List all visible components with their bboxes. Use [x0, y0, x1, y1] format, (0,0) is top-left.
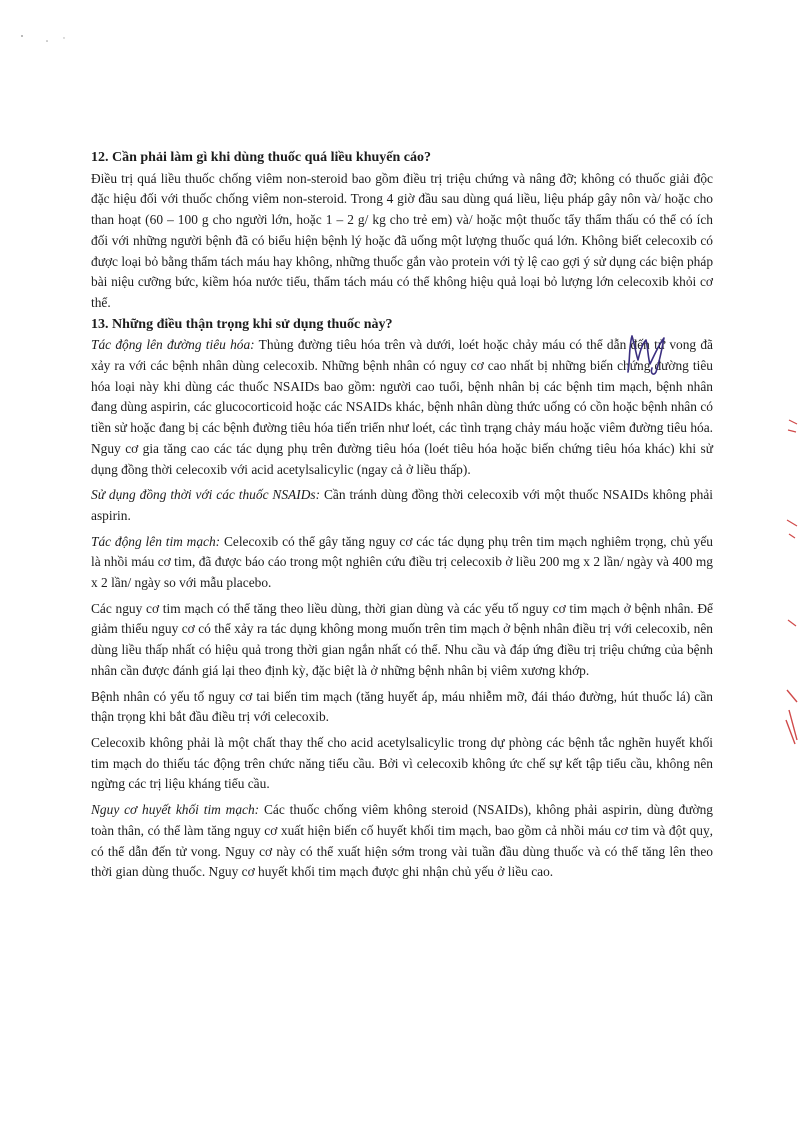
paragraph [91, 800, 713, 883]
paragraph-lead: Tác động lên đường tiêu hóa: [91, 337, 255, 353]
paragraph [91, 532, 713, 594]
paragraph [91, 733, 713, 795]
paragraph-text: Thủng đường tiêu hóa trên và dưới, loét hoặc chảy máu có thể dẫn đến tử vong đã xảy ra với các bệnh nhân dùng celecoxib. Những bệnh nhân có nguy cơ cao nhất bị những biến chứng đường tiêu hóa loại này khi dùng các thuốc NSAIDs bao gồm: người cao tuổi, bệnh nhân bị các bệnh tim mạch, bệnh nhân đang dùng aspirin, các glucocorticoid hoặc các NSAIDs khác, bệnh nhân dùng thức uống có cồn hoặc bệnh nhân có tiền sử hoặc đang bị các bệnh đường tiêu hóa tiến triển như loét, các tình trạng chảy máu hoặc viêm đường tiêu hóa. Nguy cơ gia tăng cao các tác dụng phụ trên đường tiêu hóa (loét tiêu hóa hoặc biến chứng tiêu hóa khác) khi sử dụng đồng thời celecoxib với acid acetylsalicylic (ngay cả ở liều thấp). [91, 337, 713, 477]
paragraph-text: Điều trị quá liều thuốc chống viêm non-steroid bao gồm điều trị triệu chứng và nâng đỡ; không có thuốc giải độc đặc hiệu đối với thuốc chống viêm non-steroid. Trong 4 giờ đầu sau dùng quá liều, liệu pháp gây nôn và/ hoặc cho than hoạt (60 – 100 g cho người lớn, hoặc 1 – 2 g/ kg cho trẻ em) và/ hoặc một thuốc tẩy thẩm thấu có thể có ích đối với những người bệnh đã có biểu hiện bệnh lý hoặc đã uống một lượng thuốc quá lớn. Không biết celecoxib có được loại bỏ bằng thẩm tách máu hay không, những thuốc gắn vào protein với tỷ lệ cao gợi ý sử dụng các biện pháp bài niệu cưỡng bức, kiềm hóa nước tiểu, thẩm tách máu có thể không hiệu quả loại bỏ lượng lớn celecoxib khỏi cơ thể. [91, 170, 714, 310]
paragraph-text: Các nguy cơ tim mạch có thể tăng theo liều dùng, thời gian dùng và các yếu tố nguy cơ tim mạch ở bệnh nhân. Để giảm thiểu nguy cơ có thể xảy ra tác dụng không mong muốn trên tim mạch ở bệnh nhân điều trị với celecoxib, nên dùng liều thấp nhất có hiệu quả trong thời gian ngắn nhất có thể. Nhu cầu và đáp ứng điều trị triệu chứng của bệnh nhân cần được đánh giá lại theo định kỳ, đặc biệt là ở những bệnh nhân bị viêm xương khớp. [91, 600, 713, 678]
paragraph [91, 485, 713, 526]
paragraph [91, 335, 713, 480]
paragraph [91, 687, 713, 728]
paragraph-text: Celecoxib không phải là một chất thay thế cho acid acetylsalicylic trong dự phòng các bệnh tắc nghẽn huyết khối tim mạch do thiếu tác động trên chức năng tiểu cầu. Bởi vì celecoxib không ức chế sự kết tập tiểu cầu, không nên ngừng các trị liệu kháng tiểu cầu. [91, 734, 713, 792]
paragraph-text: Celecoxib có thể gây tăng nguy cơ các tác dụng phụ trên tim mạch nghiêm trọng, chủ yếu là nhồi máu cơ tim, đã được báo cáo trong một nghiên cứu điều trị celecoxib ở liều 200 mg x 2 lần/ ngày và 400 mg x 2 lần/ ngày so với mẫu placebo. [91, 533, 713, 591]
paragraph [91, 599, 713, 682]
section-heading: 13. Những điều thận trọng khi sử dụng thuốc này? [91, 316, 393, 332]
paragraph-text: Cần tránh dùng đồng thời celecoxib với một thuốc NSAIDs không phải aspirin. [91, 487, 713, 523]
section-13 [91, 315, 713, 883]
paragraph-text: Bệnh nhân có yếu tố nguy cơ tai biến tim mạch (tăng huyết áp, máu nhiễm mỡ, đái tháo đường, hút thuốc lá) cần thận trọng khi bắt đầu điều trị với celecoxib. [91, 688, 713, 725]
paragraph [91, 169, 713, 314]
document-page [91, 148, 713, 888]
scan-specks [0, 0, 90, 60]
paragraph-lead: Tác động lên tim mạch: [91, 533, 221, 549]
section-12 [91, 148, 713, 314]
paragraph-text: Các thuốc chống viêm không steroid (NSAIDs), không phải aspirin, dùng đường toàn thân, có thể làm tăng nguy cơ xuất hiện biến cố huyết khối tim mạch, bao gồm cả nhồi máu cơ tim và đột quỵ, có thể dẫn đến tử vong. Nguy cơ này có thể xuất hiện sớm trong vài tuần đầu dùng thuốc và có thể tăng lên theo thời gian dùng thuốc. Nguy cơ huyết khối tim mạch được ghi nhận chủ yếu ở liều cao. [91, 802, 713, 880]
section-heading: 12. Cần phải làm gì khi dùng thuốc quá liều khuyến cáo? [91, 150, 431, 165]
paragraph-lead: Sử dụng đồng thời với các thuốc NSAIDs: [91, 487, 321, 503]
stamp-edge-marks [783, 410, 799, 750]
paragraph-lead: Nguy cơ huyết khối tim mạch: [91, 802, 260, 818]
signature-icon [624, 332, 670, 376]
